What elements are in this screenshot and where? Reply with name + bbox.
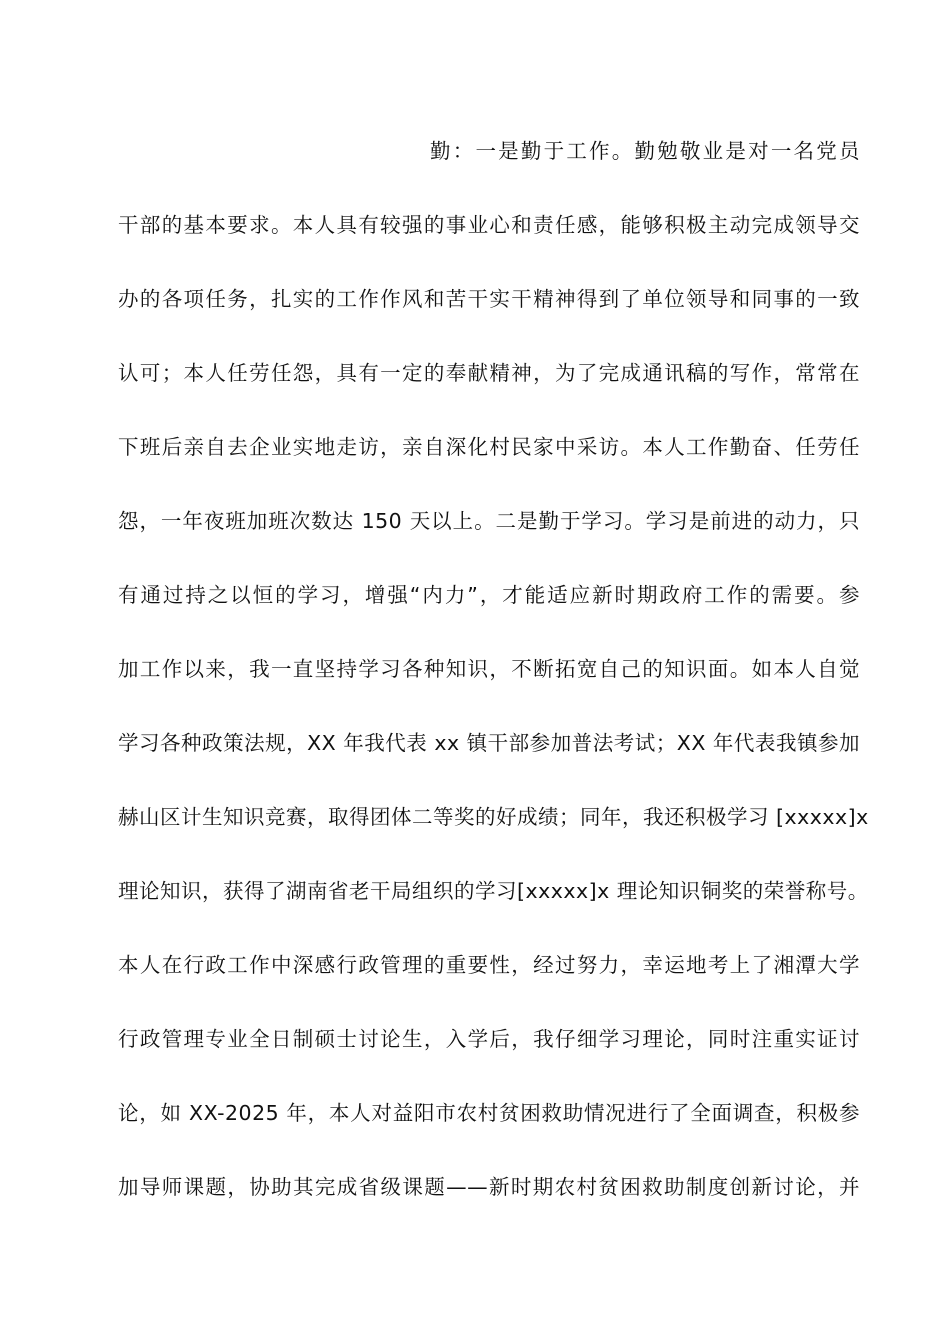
paragraph-line: 有通过持之以恒的学习，增强“内力”，才能适应新时期政府工作的需要。参 — [118, 583, 860, 607]
paragraph-line: 赫山区计生知识竞赛，取得团体二等奖的好成绩；同年，我还积极学习 [xxxxx]x — [118, 805, 869, 829]
paragraph-line: 办的各项任务，扎实的工作作风和苦干实干精神得到了单位领导和同事的一致 — [118, 287, 860, 311]
paragraph-line: 理论知识，获得了湖南省老干局组织的学习[xxxxx]x 理论知识铜奖的荣誉称号。 — [118, 879, 869, 903]
paragraph-line: 加工作以来，我一直坚持学习各种知识，不断拓宽自己的知识面。如本人自觉 — [118, 657, 860, 681]
paragraph-line: 认可；本人任劳任怨，具有一定的奉献精神，为了完成通讯稿的写作，常常在 — [118, 361, 860, 385]
paragraph-line: 行政管理专业全日制硕士讨论生，入学后，我仔细学习理论，同时注重实证讨 — [118, 1027, 860, 1051]
body-text — [118, 125, 869, 1235]
paragraph-line: 勤：一是勤于工作。勤勉敬业是对一名党员 — [430, 139, 860, 163]
paragraph-line: 加导师课题，协助其完成省级课题——新时期农村贫困救助制度创新讨论，并 — [118, 1175, 860, 1199]
paragraph-line: 本人在行政工作中深感行政管理的重要性，经过努力，幸运地考上了湘潭大学 — [118, 953, 860, 977]
paragraph-line: 下班后亲自去企业实地走访，亲自深化村民家中采访。本人工作勤奋、任劳任 — [118, 435, 860, 459]
paragraph-line: 学习各种政策法规，XX 年我代表 xx 镇干部参加普法考试；XX 年代表我镇参加 — [118, 731, 860, 755]
paragraph-line: 干部的基本要求。本人具有较强的事业心和责任感，能够积极主动完成领导交 — [118, 213, 860, 237]
paragraph-line: 论，如 XX-2025 年，本人对益阳市农村贫困救助情况进行了全面调查，积极参 — [118, 1101, 860, 1125]
paragraph-line: 怨，一年夜班加班次数达 150 天以上。二是勤于学习。学习是前进的动力，只 — [118, 509, 860, 533]
